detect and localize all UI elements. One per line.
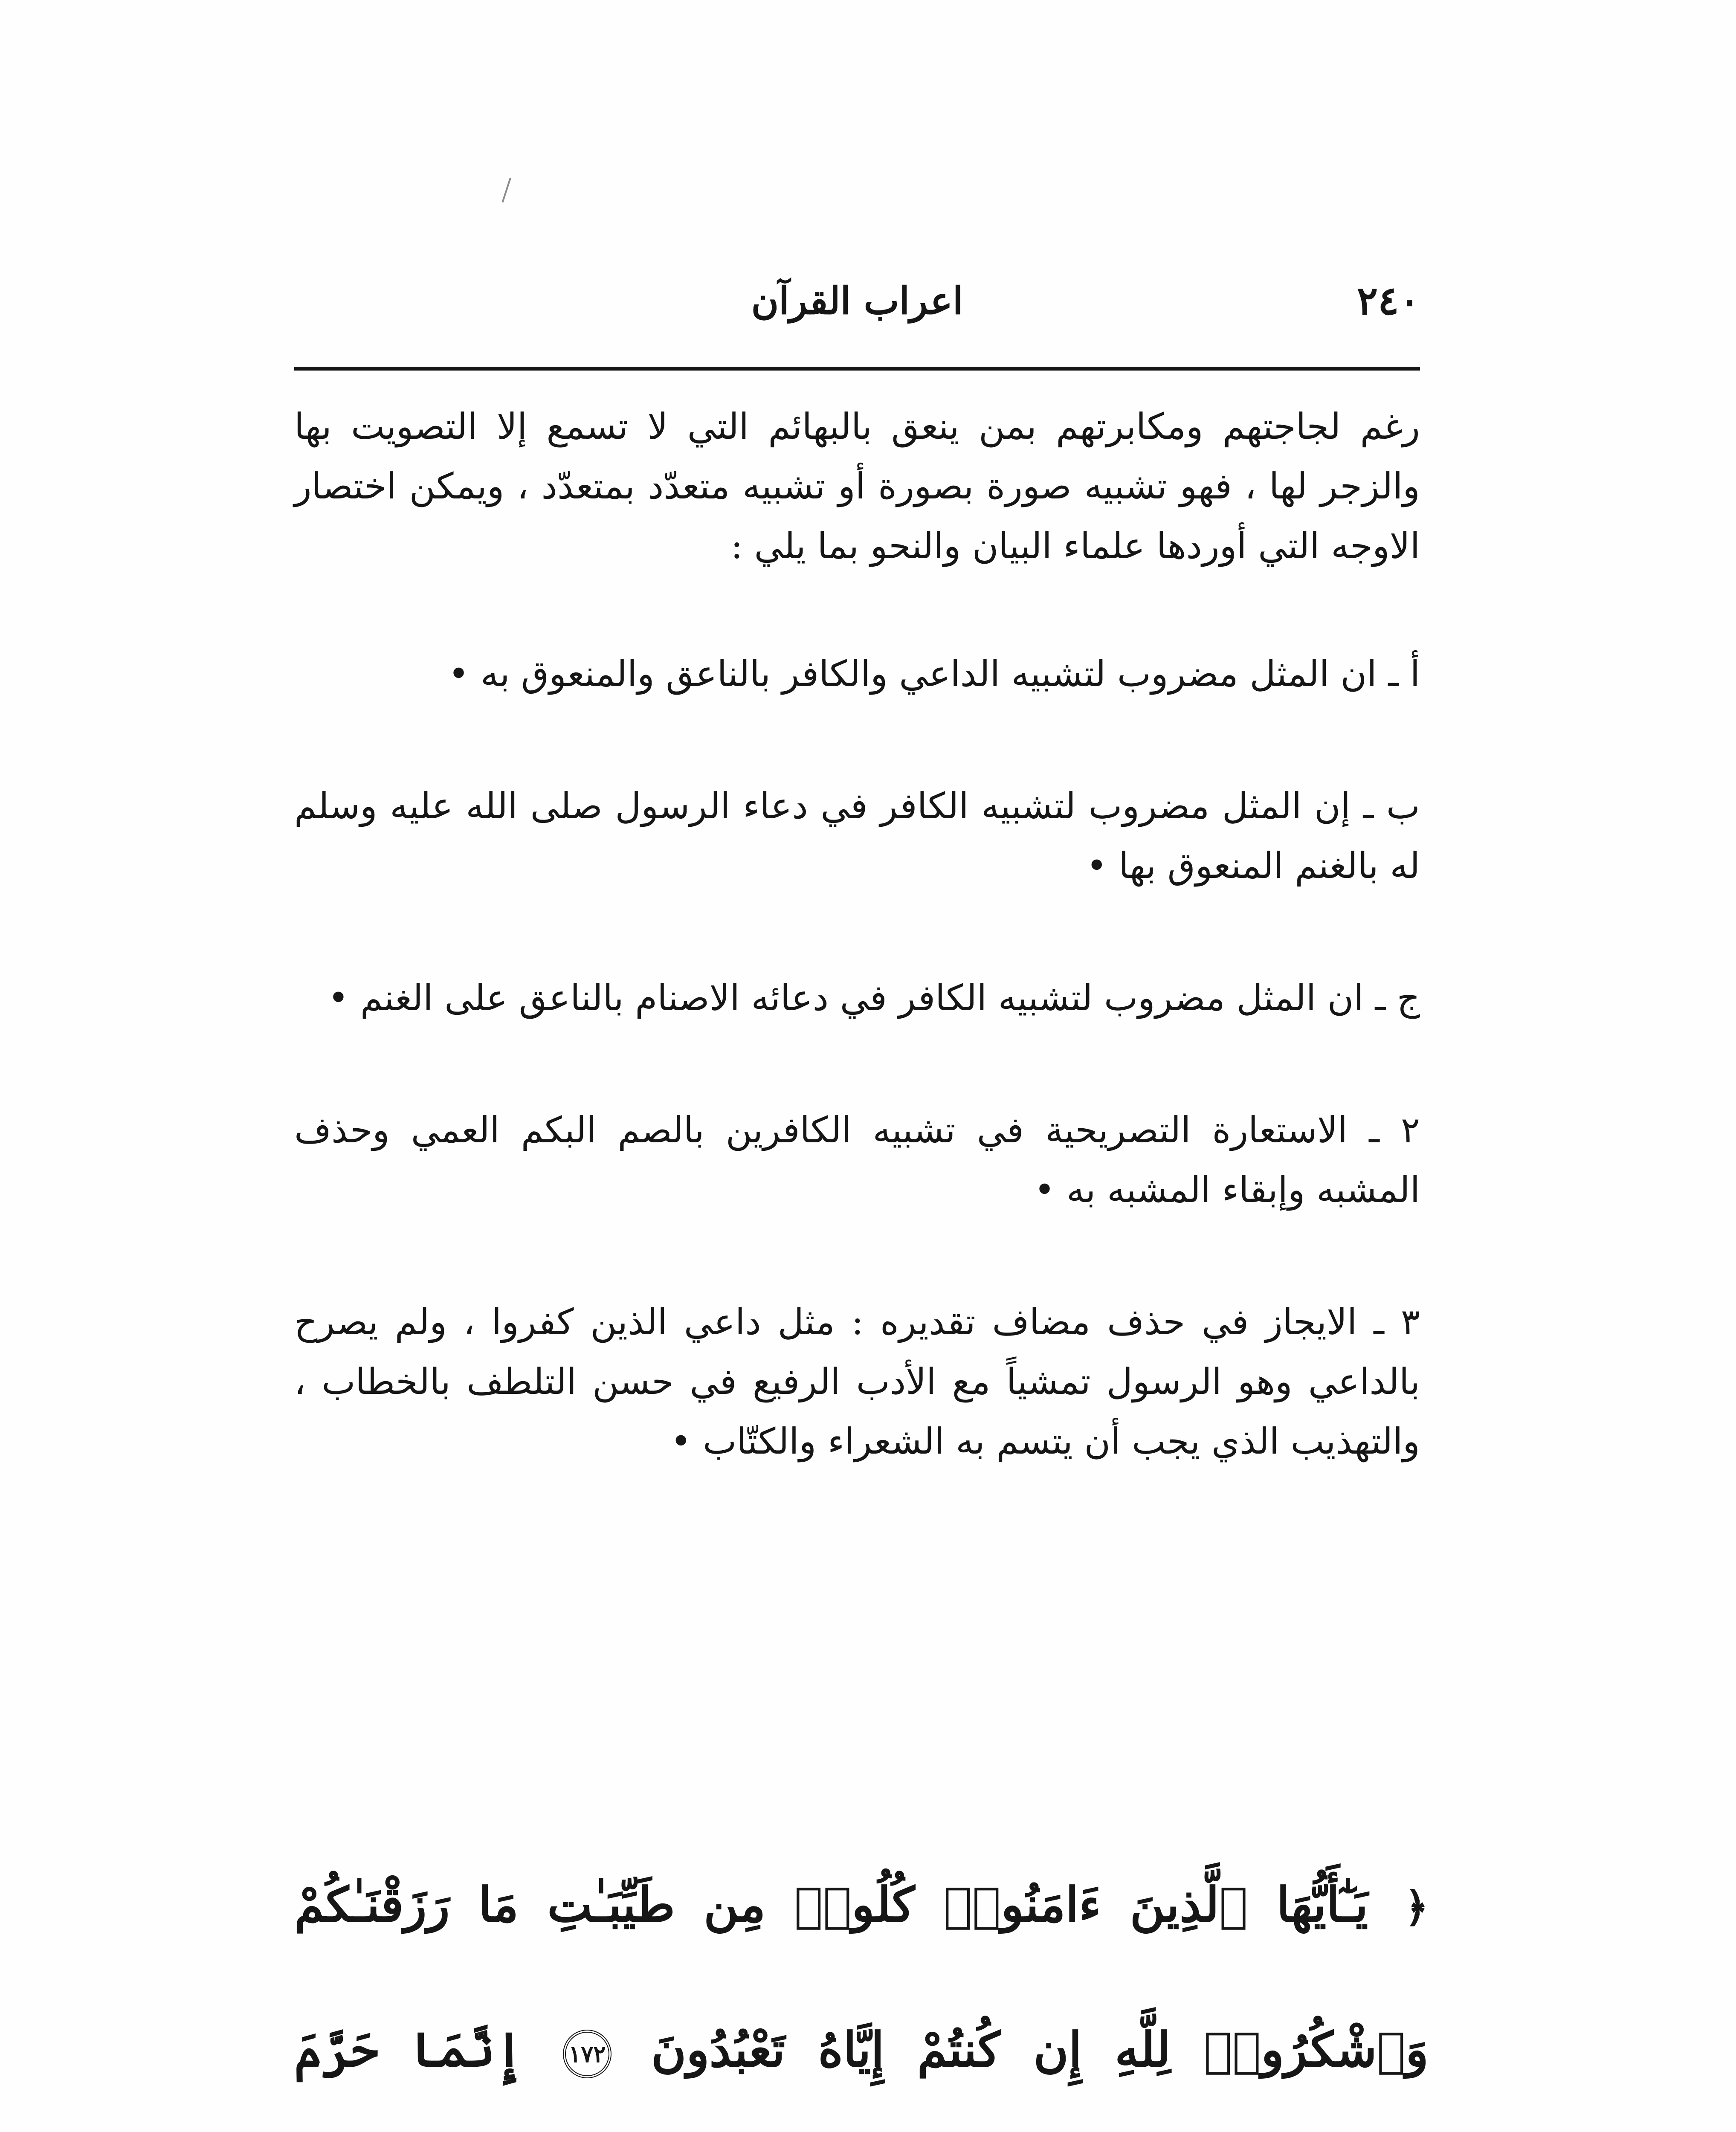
running-title: اعراب القرآن — [751, 278, 963, 323]
list-item-alif: أ ـ ان المثل مضروب لتشبيه الداعي والكافر بالناعق والمنعوق به • — [448, 653, 1420, 695]
intro-paragraph: رغم لجاجتهم ومكابرتهم بمن ينعق بالبهائم التي لا تسمع إلا التصويت بها والزجر لها ، فهو تشبيه صورة بصورة أو تشبيه متعدّد بمتعدّد ، ويمكن اختصار الاوجه التي أوردها علماء البيان والنحو بما يلي : — [294, 406, 1420, 567]
header-rule — [294, 367, 1420, 371]
scan-speck — [501, 178, 522, 206]
list-item-jim: ج ـ ان المثل مضروب لتشبيه الكافر في دعائه الاصنام بالناعق على الغنم • — [327, 977, 1420, 1019]
list-item-3: ٣ ـ الايجاز في حذف مضاف تقديره : مثل داعي الذين كفروا ، ولم يصرح بالداعي وهو الرسول تمشياً مع الأدب الرفيع في حسن التلطف بالخطاب ، والتهذيب الذي يجب أن يتسم به الشعراء والكتّاب • — [294, 1301, 1420, 1462]
ornate-bracket-icon: ﴿ — [1404, 1883, 1429, 1931]
list-item-ba: ب ـ إن المثل مضروب لتشبيه الكافر في دعاء الرسول صلى الله عليه وسلم له بالغنم المنعوق بها • — [294, 785, 1420, 886]
verse-text-part2: إِنَّمَا حَرَّمَ — [294, 2022, 523, 2078]
quran-verse-block — [294, 1834, 1429, 2132]
commentary-text — [294, 397, 1420, 1544]
page-header — [294, 264, 1420, 337]
list-item-2: ٢ ـ الاستعارة التصريحية في تشبيه الكافرين بالصم البكم العمي وحذف المشبه وإبقاء المشبه به • — [294, 1109, 1420, 1211]
verse-text-part1: يَـٰٓأَيُّهَا ٱلَّذِينَ ءَامَنُوا۟ كُلُوا۟ مِن طَيِّبَـٰتِ مَا رَزَقْنَـٰكُمْ وَٱشْكُرُوا۟ لِلَّهِ إِن كُنتُمْ إِيَّاهُ تَعْبُدُونَ — [294, 1877, 1429, 2078]
page-number: ٢٤٠ — [1356, 278, 1420, 324]
verse-number-marker: ١٧٢ — [563, 2030, 612, 2078]
